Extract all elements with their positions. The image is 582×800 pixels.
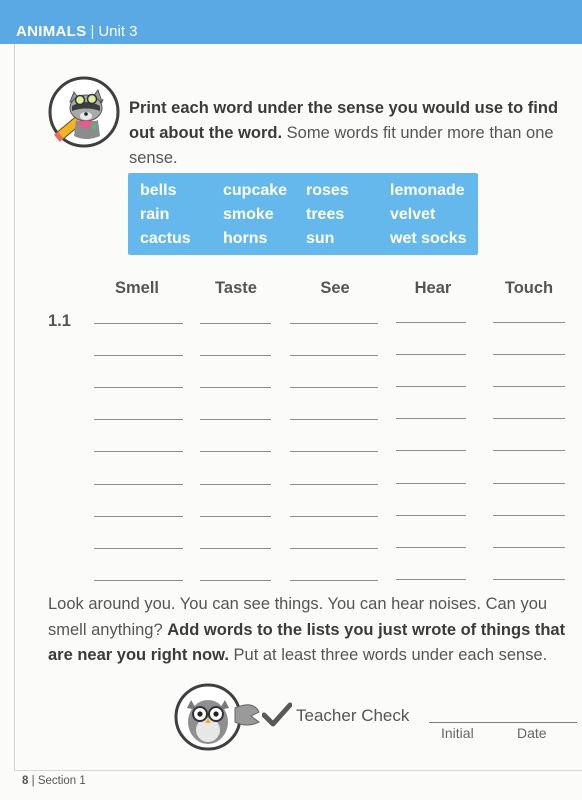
word-bank-word: smoke [223,206,274,223]
answer-line-see[interactable] [290,451,378,452]
answer-line-taste[interactable] [200,516,271,517]
paragraph-bold: Add words to the lists you just wrote of things that are near you right now. [48,620,566,664]
answer-line-touch[interactable] [493,515,565,516]
answer-line-taste[interactable] [200,451,271,452]
word-bank-word: trees [306,206,345,223]
answer-line-see[interactable] [290,580,378,581]
answer-line-hear[interactable] [396,418,466,419]
answer-line-hear[interactable] [396,579,466,580]
answer-line-hear[interactable] [396,547,466,548]
answer-line-taste[interactable] [200,419,271,420]
date-label: Date [517,725,547,741]
answer-line-see[interactable] [290,548,378,549]
word-bank-word: roses [306,182,349,199]
paragraph-normal-2: Put at least three words under each sense. [233,646,548,664]
word-bank-word: cupcake [223,182,288,199]
raccoon-mascot-icon [48,76,120,148]
answer-line-touch[interactable] [493,322,565,323]
answer-line-see[interactable] [290,323,378,324]
answer-line-smell[interactable] [94,323,183,324]
answer-line-touch[interactable] [493,450,565,451]
answer-line-hear[interactable] [396,483,466,484]
teacher-signature-line[interactable] [429,722,577,723]
answer-line-touch[interactable] [493,547,565,548]
column-header-taste: Taste [215,279,257,297]
answer-line-smell[interactable] [94,355,183,356]
answer-line-taste[interactable] [200,323,271,324]
header-unit: Unit 3 [98,23,138,40]
answer-line-smell[interactable] [94,484,183,485]
word-bank-word: horns [223,230,268,247]
page-left-border [14,44,15,770]
answer-line-hear[interactable] [396,515,466,516]
instructions-bold: Print each word under the sense you would use to find out about the word. [129,99,559,142]
page-footer [22,775,86,787]
answer-line-smell[interactable] [94,516,183,517]
instructions-text [129,96,569,171]
answer-line-see[interactable] [290,516,378,517]
word-bank-word: sun [306,230,335,247]
checkmark-icon [262,702,292,728]
initial-label: Initial [441,725,474,741]
answer-line-smell[interactable] [94,387,183,388]
answer-line-see[interactable] [290,355,378,356]
header-separator: | [90,23,95,40]
answer-line-touch[interactable] [493,579,565,580]
column-header-see: See [320,279,350,297]
answer-line-touch[interactable] [493,354,565,355]
answer-line-hear[interactable] [396,450,466,451]
footer-section: Section 1 [37,775,86,787]
word-bank-word: bells [140,182,177,199]
word-bank-word: lemonade [390,182,465,199]
follow-up-paragraph [48,592,578,669]
column-header-touch: Touch [504,279,554,297]
header-subject: ANIMALS [16,23,87,40]
footer-divider [14,770,582,771]
answer-line-see[interactable] [290,484,378,485]
word-bank [128,173,478,255]
answer-line-smell[interactable] [94,419,183,420]
answer-line-taste[interactable] [200,355,271,356]
word-bank-word: velvet [390,206,436,223]
answer-line-smell[interactable] [94,451,183,452]
exercise-number: 1.1 [48,312,71,330]
instructions-normal: Some words fit under more than one sense. [129,124,554,167]
answer-line-hear[interactable] [396,322,466,323]
answer-line-smell[interactable] [94,580,183,581]
answer-line-see[interactable] [290,387,378,388]
answer-line-touch[interactable] [493,418,565,419]
answer-line-taste[interactable] [200,387,271,388]
column-header-hear: Hear [414,279,452,297]
word-bank-word: wet socks [390,230,467,247]
unit-header-bar [0,0,582,44]
answer-line-touch[interactable] [493,483,565,484]
paragraph-normal-1: Look around you. You can see things. You can hear noises. Can you smell anything? [48,595,548,639]
page-number: 8 [22,775,29,787]
answer-line-taste[interactable] [200,580,271,581]
teacher-check-label: Teacher Check [296,706,410,725]
answer-line-see[interactable] [290,419,378,420]
word-bank-word: cactus [140,230,191,247]
footer-separator: | [31,775,35,787]
header-title [16,23,138,40]
answer-line-taste[interactable] [200,484,271,485]
answer-line-hear[interactable] [396,354,466,355]
owl-mascot-icon [173,682,263,752]
answer-line-taste[interactable] [200,548,271,549]
column-header-smell: Smell [114,279,160,297]
word-bank-word: rain [140,206,170,223]
answer-line-hear[interactable] [396,386,466,387]
answer-line-smell[interactable] [94,548,183,549]
answer-line-touch[interactable] [493,386,565,387]
